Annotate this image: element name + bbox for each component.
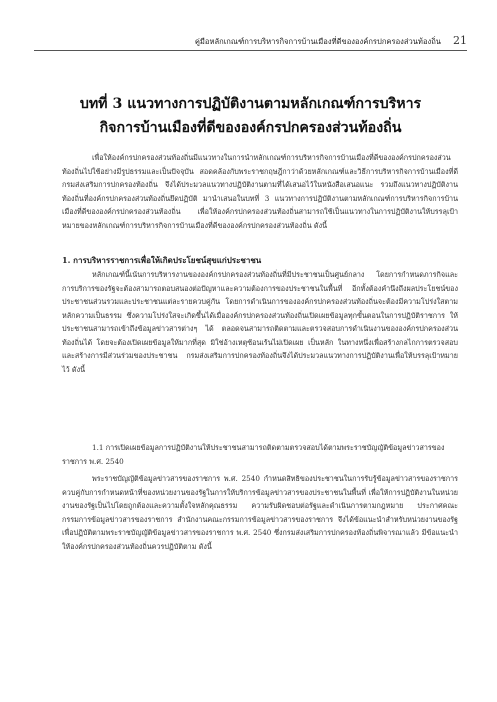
section-paragraph: หลักเกณฑ์นี้เน้นการบริหารงานขององค์กรปกครองส่วนท้องถิ่นที่มีประชาชนเป็นศูนย์กลาง โดยการกำหนดภารกิจและการบริการของรัฐจะต้องสามารถตอบสนองต่อปัญหาและความต้องการของประชาชนในพื้นที่ อีกทั้งต้องคำนึงถึงผลประโยชน์ของประชาชนส่วนรวมและประชาชนแต่ละรายควบคู่กัน โดยการดำเนินการขององค์กรปกครองส่วนท้องถิ่นจะต้องมีความโปร่งใสตามหลักความเป็นธรรม ซึ่งความโปร่งใสจะเกิดขึ้นได้เมื่อองค์กรปกครองส่วนท้องถิ่นเปิดเผยข้อมูลทุกขั้นตอนในการปฏิบัติราชการ ให้ประชาชนสามารถเข้าถึงข้อมูลข่าวสารต่างๆ ได้ ตลอดจนสามารถติดตามและตรวจสอบการดำเนินงานขององค์กรปกครองส่วนท้องถิ่นได้ โดยจะต้องเปิดเผยข้อมูลให้มากที่สุด มิใช่อ้างเหตุซ้อนเร้นไม่เปิดเผย เป็นหลัก ในทางหนึ่งเพื่อสร้างกลไกการตรวจสอบและสร้างการมีส่วนร่วมของประชาชน กรมส่งเสริมการปกครองท้องถิ่นจึงได้ประมวลแนวทางการปฏิบัติงานเพื่อให้บรรลุเป้าหมายไว้ ดังนี้ <box>62 270 458 374</box>
chapter-title-line-1: บทที่ 3 แนวทางการปฏิบัติงานตามหลักเกณฑ์การบริหาร <box>79 96 422 112</box>
page-header <box>34 36 467 50</box>
intro-paragraph: เพื่อให้องค์กรปกครองส่วนท้องถิ่นมีแนวทางในการนำหลักเกณฑ์การบริหารกิจการบ้านเมืองที่ดีขององค์กรปกครองส่วนท้องถิ่นไปใช้อย่างมีรูปธรรมและเป็นปัจจุบัน สอดคล้องกับพระราชกฤษฎีกาว่าด้วยหลักเกณฑ์และวิธีการบริหารกิจการบ้านเมืองที่ดี กรมส่งเสริมการปกครองท้องถิ่น จึงได้ประมวลแนวทางปฏิบัติงานตามที่ได้เสนอไว้ในหนังสือเสนอแนะ รวมถึงแนวทางปฏิบัติงานท้องถิ่นที่องค์กรปกครองส่วนท้องถิ่นยึดปฏิบัติ มานำเสนอในบทที่ 3 แนวทางการปฏิบัติงานตามหลักเกณฑ์การบริหารกิจการบ้านเมืองที่ดีขององค์กรปกครองส่วนท้องถิ่น เพื่อให้องค์กรปกครองส่วนท้องถิ่นสามารถใช้เป็นแนวทางในการปฏิบัติงานให้บรรลุเป้าหมายของหลักเกณฑ์การบริหารกิจการบ้านเมืองที่ดีขององค์กรปกครองส่วนท้องถิ่น ดังนี้ <box>62 153 458 230</box>
subsection-paragraph: พระราชบัญญัติข้อมูลข่าวสารของราชการ พ.ศ. 2540 กำหนดสิทธิของประชาชนในการรับรู้ข้อมูลข่าวสารของราชการควบคู่กับการกำหนดหน้าที่ของหน่วยงานของรัฐในการให้บริการข้อมูลข่าวสารของประชาชนในพื้นที่ เพื่อให้การปฏิบัติงานในหน่วยงานของรัฐเป็นไปโดยถูกต้องและความตั้งใจหลักคุณธรรม ความรับผิดชอบต่อรัฐและดำเนินการตามกฎหมาย ประกาศคณะกรรมการข้อมูลข่าวสารของราชการ สำนักงานคณะกรรมการข้อมูลข่าวสารของราชการ จึงได้ข้อแนะนำสำหรับหน่วยงานของรัฐเพื่อปฏิบัติตามพระราชบัญญัติข้อมูลข่าวสารของราชการ พ.ศ. 2540 ซึ่งกรมส่งเสริมการปกครองท้องถิ่นพิจารณาแล้ว มีข้อแนะนำให้องค์กรปกครองส่วนท้องถิ่นควรปฏิบัติตาม ดังนี้ <box>62 474 458 551</box>
running-header-title: คู่มือหลักเกณฑ์การบริหารกิจการบ้านเมืองที่ดีขององค์กรปกครองส่วนท้องถิ่น <box>194 37 441 46</box>
page-number: 21 <box>453 34 467 47</box>
section-heading: 1. การบริหารราชการเพื่อให้เกิดประโยชน์สุขแก่ประชาชน <box>62 255 262 265</box>
chapter-title-line-2: กิจการบ้านเมืองที่ดีขององค์กรปกครองส่วนท้องถิ่น <box>99 120 402 136</box>
header-rule <box>34 50 467 51</box>
subsection-heading: 1.1 การเปิดเผยข้อมูลการปฏิบัติงานให้ประชาชนสามารถติดตามตรวจสอบได้ตามพระราชบัญญัติข้อมูลข่าวสารของราชการ พ.ศ. 2540 <box>62 443 445 466</box>
